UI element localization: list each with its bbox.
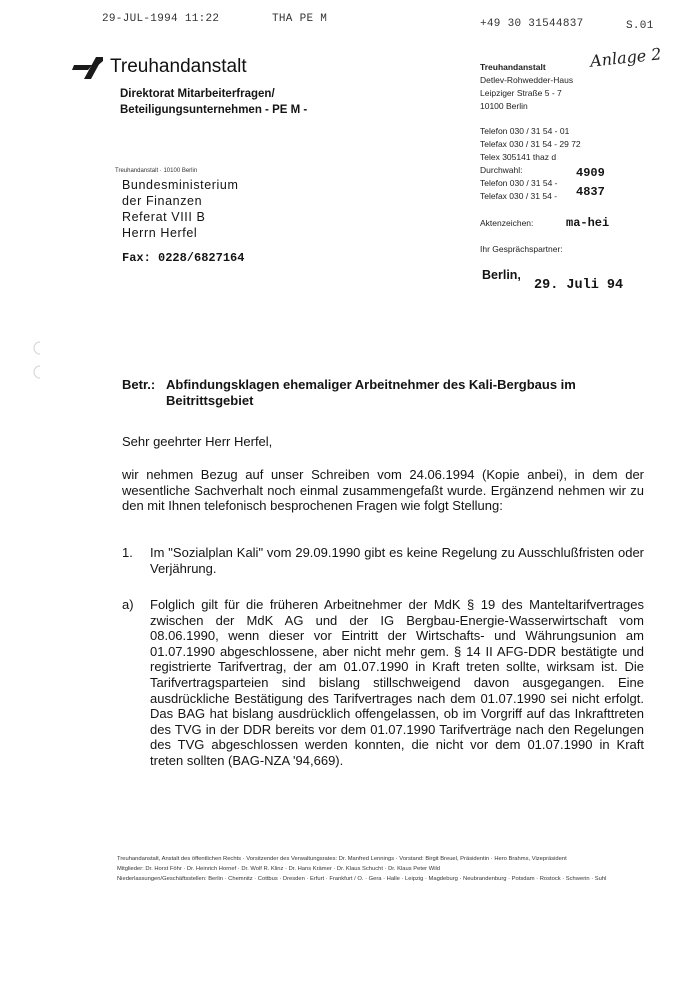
- aktenzeichen: ma-hei: [566, 216, 610, 230]
- fax-phone: +49 30 31544837: [480, 18, 584, 30]
- durchwahl-tel-label: Telefon 030 / 31 54 -: [480, 178, 558, 188]
- footer-line2: Mitglieder: Dr. Horst Föhr · Dr. Heinrich Hornef · Dr. Wolf R. Klinz · Dr. Hans Krämer · Dr. Klaus Schucht · Dr. Klaus Peter Wild: [117, 866, 440, 872]
- sender-telefon: Telefon 030 / 31 54 - 01: [480, 126, 570, 136]
- fax-page: S.01: [626, 20, 654, 32]
- sender-org: Treuhandanstalt: [480, 62, 546, 72]
- treuhand-logo-icon: [72, 55, 104, 84]
- item-1-marker: 1.: [122, 545, 133, 560]
- sender-telefax: Telefax 030 / 31 54 - 29 72: [480, 139, 581, 149]
- subject-line2: Beitrittsgebiet: [166, 393, 254, 408]
- return-address: Treuhandanstalt · 10100 Berlin: [115, 168, 198, 174]
- sender-building: Detlev-Rohwedder-Haus: [480, 75, 574, 85]
- subject-prefix: Betr.:: [122, 377, 156, 392]
- letterhead-org-name: Treuhandanstalt: [110, 56, 247, 77]
- durchwahl-fax: 4837: [576, 185, 605, 199]
- punch-hole-marks: [28, 340, 42, 385]
- recipient-line4: Herrn Herfel: [122, 226, 198, 240]
- item-1-text: Im "Sozialplan Kali" vom 29.09.1990 gibt es keine Regelung zu Ausschlußfristen oder Verjährung.: [150, 545, 644, 576]
- handwritten-note: Anlage 2: [589, 44, 663, 71]
- intro-paragraph: wir nehmen Bezug auf unser Schreiben vom 24.06.1994 (Kopie anbei), in dem der wesentliche Sachverhalt noch einmal zusammengefaßt wurde. Ergänzend nehmen wir zu den mit Ihnen telefonisch besprochenen Fragen wie folgt Stellung:: [122, 467, 644, 514]
- durchwahl-label: Durchwahl:: [480, 165, 523, 175]
- aktenzeichen-label: Aktenzeichen:: [480, 218, 534, 228]
- durchwahl-fax-label: Telefax 030 / 31 54 -: [480, 191, 558, 201]
- recipient-line2: der Finanzen: [122, 194, 203, 208]
- letterhead-department: [120, 86, 420, 118]
- item-a-marker: a): [122, 597, 134, 612]
- dept-line2: Beteiligungsunternehmen - PE M -: [120, 104, 308, 116]
- sender-street: Leipziger Straße 5 - 7: [480, 88, 562, 98]
- fax-sender-code: THA PE M: [272, 13, 328, 25]
- item-a-text: Folglich gilt für die früheren Arbeitnehmer der MdK § 19 des Manteltarifvertrages zwischen der MdK AG und der IG Bergbau-Energie-Wasserwirtschaft vom 08.06.1990, wenn dieser vor Eintritt der Wirtschafts- und Währungsunion am 01.07.1990 abgeschlossene, aber nicht mehr gem. § 14 II AFG-DDR bestätigte und registrierte Tarifvertrag, der am 01.07.1990 in Kraft treten sollte, wirksam ist. Die Tarifvertragsparteien sind bislang stillschweigend davon ausgegangen. Eine ausdrückliche Bestätigung des Tarifvertrages nach dem 01.07.1990 sei nicht erfolgt. Das BAG hat bislang ausdrücklich offengelassen, ob im Vorgriff auf das Inkrafttreten des TVG in der DDR bereits vor dem 01.07.1990 Tarifverträge nach den Regelungen des TVG abgeschlossen werden konnten, die nicht vor dem 01.07.1990 in Kraft treten sollten (BAG-NZA '94,669).: [150, 597, 644, 768]
- recipient-line3: Referat VIII B: [122, 210, 206, 224]
- fax-datetime: 29-JUL-1994 11:22: [102, 13, 220, 25]
- sender-city: 10100 Berlin: [480, 101, 528, 111]
- sender-telex: Telex 305141 thaz d: [480, 152, 557, 162]
- subject-line1: Abfindungsklagen ehemaliger Arbeitnehmer des Kali-Bergbaus im: [166, 377, 576, 392]
- letter-date: 29. Juli 94: [534, 278, 624, 293]
- dept-line1: Direktorat Mitarbeiterfragen/: [120, 88, 275, 100]
- footer-line3: Niederlassungen/Geschäftsstellen: Berlin · Chemnitz · Cottbus · Dresden · Erfurt · Frankfurt / O. · Gera · Halle · Leipzig · Magdeburg · Neubrandenburg · Potsdam · Rostock · Schwerin · Suhl: [117, 876, 607, 882]
- recipient-fax: Fax: 0228/6827164: [122, 251, 245, 265]
- letter-place: Berlin,: [482, 268, 521, 282]
- recipient-address: [122, 177, 342, 241]
- footer-block: [117, 854, 647, 884]
- footer-line1: Treuhandanstalt, Anstalt des öffentlichen Rechts · Vorsitzender des Verwaltungsrates: Dr. Manfred Lennings · Vorstand: Birgit Breuel, Präsidentin · Hero Brahms, Vizepräsident: [117, 856, 567, 862]
- salutation: Sehr geehrter Herr Herfel,: [122, 434, 273, 449]
- recipient-line1: Bundesministerium: [122, 178, 239, 192]
- durchwahl-tel: 4909: [576, 166, 605, 180]
- gespraechspartner-label: Ihr Gesprächspartner:: [480, 244, 563, 254]
